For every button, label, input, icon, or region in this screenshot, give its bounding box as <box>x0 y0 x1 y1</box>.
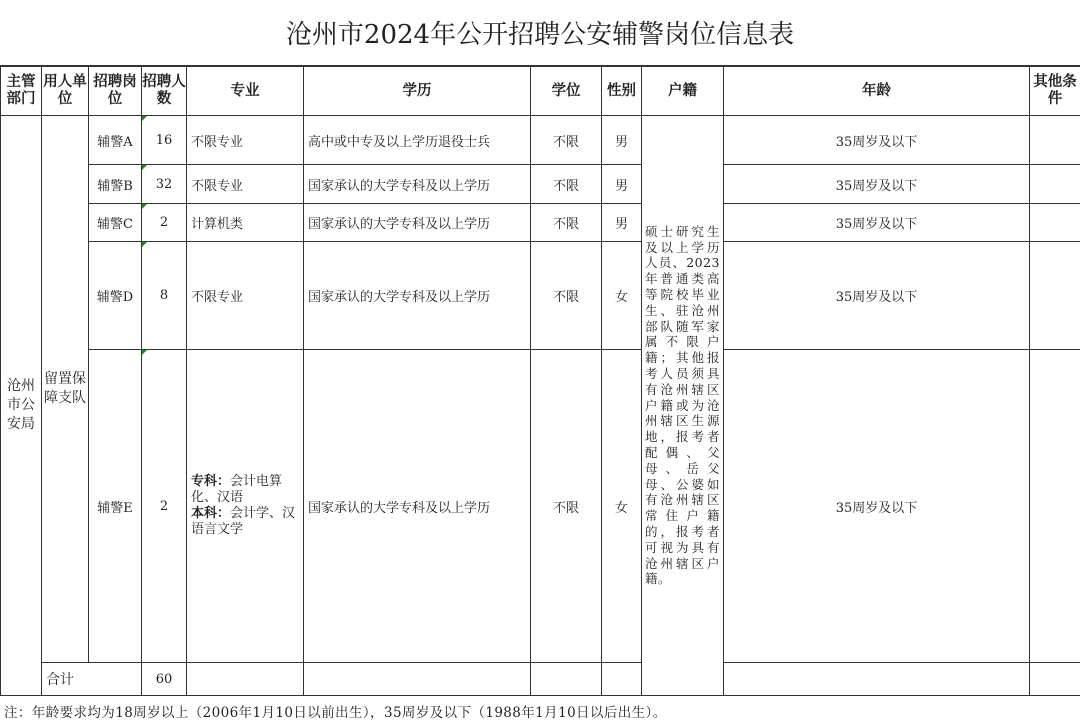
post-cell: 辅警A <box>89 116 142 165</box>
other-cell <box>1030 350 1080 663</box>
degree-cell: 不限 <box>531 165 602 204</box>
age-cell: 35周岁及以下 <box>724 165 1030 204</box>
age-cell: 35周岁及以下 <box>724 116 1030 165</box>
degree-cell: 不限 <box>531 116 602 165</box>
age-cell: 35周岁及以下 <box>724 204 1030 242</box>
header-other: 其他条件 <box>1030 67 1080 116</box>
edu-cell: 国家承认的大学专科及以上学历 <box>304 350 531 663</box>
major-zk-label: 专科： <box>191 474 231 489</box>
empty-cell <box>602 663 642 696</box>
table-row <box>1 165 1080 204</box>
major-bk-label: 本科： <box>191 506 231 521</box>
count-cell: 32 <box>142 165 187 204</box>
footnote: 注：年龄要求均为18周岁以上（2006年1月10日以前出生），35周岁及以下（1988年1月10日以后出生）。 <box>4 705 667 721</box>
gender-cell: 男 <box>602 204 642 242</box>
degree-cell: 不限 <box>531 204 602 242</box>
header-age: 年龄 <box>724 67 1030 116</box>
total-row <box>1 663 1080 696</box>
post-cell: 辅警D <box>89 242 142 350</box>
header-edu: 学历 <box>304 67 531 116</box>
gender-cell: 女 <box>602 242 642 350</box>
edu-cell: 国家承认的大学专科及以上学历 <box>304 165 531 204</box>
header-gender: 性别 <box>602 67 642 116</box>
age-cell: 35周岁及以下 <box>724 350 1030 663</box>
recruitment-table <box>0 66 1080 696</box>
major-cell <box>187 350 304 663</box>
major-cell: 不限专业 <box>187 116 304 165</box>
other-cell <box>1030 165 1080 204</box>
huji-cell: 硕士研究生及以上学历人员、2023年普通类高等院校毕业生、驻沧州部队随军家属不限户籍；其他报考人员须具有沧州辖区户籍或为沧州辖区生源地，报考者配偶、父母、岳父母、公婆如有沧州辖区常住户籍的，报考者可视为具有沧州辖区户籍。 <box>642 116 724 696</box>
empty-cell <box>304 663 531 696</box>
header-row <box>1 67 1080 116</box>
header-dept: 主管部门 <box>1 67 42 116</box>
post-cell: 辅警C <box>89 204 142 242</box>
table-row <box>1 242 1080 350</box>
total-count: 60 <box>142 663 187 696</box>
empty-cell <box>187 663 304 696</box>
post-cell: 辅警B <box>89 165 142 204</box>
count-cell: 8 <box>142 242 187 350</box>
major-cell: 不限专业 <box>187 165 304 204</box>
count-cell: 2 <box>142 204 187 242</box>
edu-cell: 国家承认的大学专科及以上学历 <box>304 204 531 242</box>
unit-cell: 留置保障支队 <box>42 116 89 663</box>
edu-cell: 国家承认的大学专科及以上学历 <box>304 242 531 350</box>
empty-cell <box>1030 663 1080 696</box>
age-cell: 35周岁及以下 <box>724 242 1030 350</box>
table-row <box>1 116 1080 165</box>
header-unit: 用人单位 <box>42 67 89 116</box>
table-row <box>1 204 1080 242</box>
count-cell: 16 <box>142 116 187 165</box>
edu-cell: 高中或中专及以上学历退役士兵 <box>304 116 531 165</box>
header-huji: 户籍 <box>642 67 724 116</box>
major-cell: 计算机类 <box>187 204 304 242</box>
header-degree: 学位 <box>531 67 602 116</box>
gender-cell: 女 <box>602 350 642 663</box>
empty-cell <box>531 663 602 696</box>
degree-cell: 不限 <box>531 242 602 350</box>
header-major: 专业 <box>187 67 304 116</box>
header-post: 招聘岗位 <box>89 67 142 116</box>
page-title: 沧州市2024年公开招聘公安辅警岗位信息表 <box>0 0 1080 66</box>
empty-cell <box>724 663 1030 696</box>
other-cell <box>1030 242 1080 350</box>
total-label: 合计 <box>42 663 142 696</box>
gender-cell: 男 <box>602 165 642 204</box>
post-cell: 辅警E <box>89 350 142 663</box>
other-cell <box>1030 116 1080 165</box>
table-row <box>1 350 1080 663</box>
major-zk-value: 会计电算化、汉语 <box>191 474 283 505</box>
degree-cell: 不限 <box>531 350 602 663</box>
major-bk-value: 会计学、汉语言文学 <box>191 506 296 537</box>
gender-cell: 男 <box>602 116 642 165</box>
other-cell <box>1030 204 1080 242</box>
major-cell: 不限专业 <box>187 242 304 350</box>
dept-cell: 沧州市公安局 <box>1 116 42 696</box>
header-count: 招聘人数 <box>142 67 187 116</box>
count-cell: 2 <box>142 350 187 663</box>
